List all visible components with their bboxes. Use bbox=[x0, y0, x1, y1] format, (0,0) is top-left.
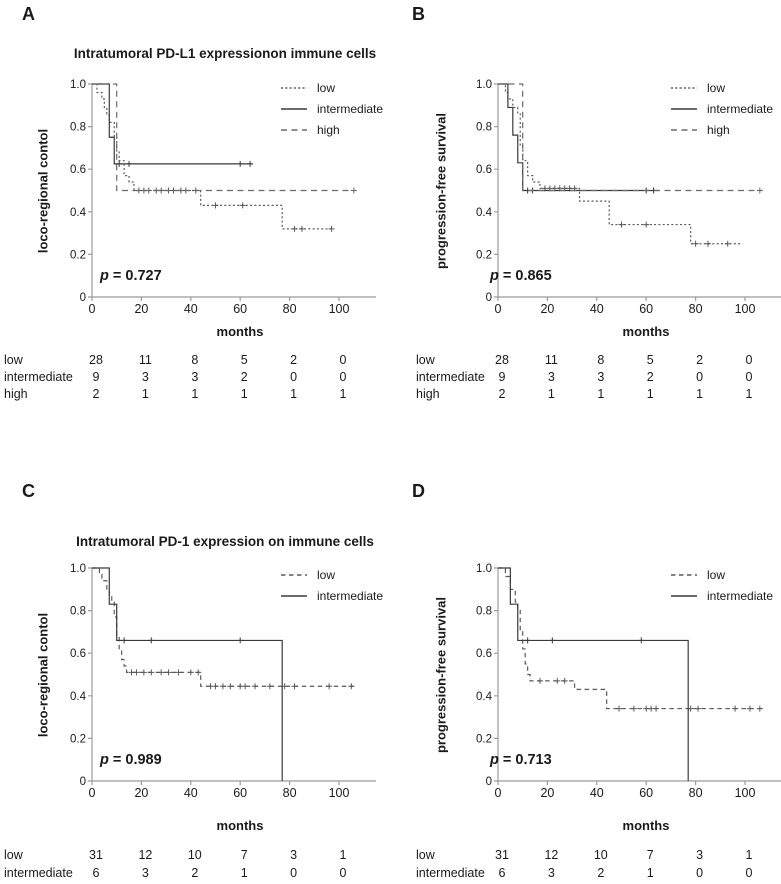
risk-count: 3 bbox=[141, 370, 149, 384]
legend bbox=[671, 77, 773, 140]
legend-line-icon bbox=[671, 83, 697, 93]
risk-count: 2 bbox=[191, 866, 199, 880]
y-tick-label: 0.8 bbox=[476, 121, 492, 134]
panel-a bbox=[0, 0, 391, 468]
risk-count: 9 bbox=[498, 370, 506, 384]
x-axis-label: months bbox=[216, 818, 264, 833]
legend-label: low bbox=[317, 567, 336, 582]
legend-item-low bbox=[671, 77, 773, 98]
x-tick-label: 60 bbox=[233, 786, 248, 800]
legend-label: intermediate bbox=[317, 101, 384, 116]
y-axis-label: loco-regional contol bbox=[35, 612, 51, 738]
risk-count: 0 bbox=[745, 370, 753, 384]
risk-count: 0 bbox=[290, 370, 298, 384]
panel-a-title: Intratumoral PD-L1 expressionon immune cells bbox=[73, 46, 377, 61]
y-tick-label: 1.0 bbox=[476, 79, 492, 91]
risk-count: 0 bbox=[290, 866, 298, 880]
y-tick-label: 0 bbox=[485, 776, 492, 788]
risk-count: 7 bbox=[240, 848, 248, 862]
legend-line-icon bbox=[281, 104, 307, 114]
risk-row-high bbox=[390, 386, 781, 403]
y-tick-label: 1.0 bbox=[476, 563, 492, 575]
y-tick-label: 0.4 bbox=[70, 690, 86, 703]
risk-count: 5 bbox=[240, 353, 248, 367]
risk-row-low bbox=[390, 352, 781, 369]
legend-line-icon bbox=[671, 104, 697, 114]
risk-count: 2 bbox=[696, 353, 704, 367]
censor-marks bbox=[542, 185, 731, 246]
x-tick-label: 80 bbox=[688, 786, 703, 800]
legend-label: intermediate bbox=[707, 588, 774, 603]
risk-count: 2 bbox=[646, 370, 654, 384]
censor-marks bbox=[757, 188, 763, 194]
x-tick-label: 0 bbox=[88, 786, 96, 800]
risk-count: 0 bbox=[745, 866, 753, 880]
panel-d bbox=[390, 468, 781, 884]
p-symbol: p bbox=[490, 752, 499, 768]
risk-count: 6 bbox=[498, 866, 506, 880]
risk-count: 31 bbox=[495, 848, 509, 862]
censor-marks bbox=[136, 188, 335, 232]
risk-count: 5 bbox=[646, 353, 654, 367]
risk-count: 0 bbox=[696, 370, 704, 384]
risk-count: 0 bbox=[745, 353, 753, 367]
x-tick-label: 60 bbox=[639, 302, 654, 316]
series-intermediate bbox=[498, 568, 688, 781]
risk-count: 1 bbox=[290, 387, 298, 401]
legend bbox=[671, 564, 773, 606]
y-tick-label: 0.6 bbox=[476, 648, 492, 661]
risk-row-label: high bbox=[416, 387, 440, 401]
x-axis-label: months bbox=[622, 324, 670, 339]
risk-count: 0 bbox=[339, 353, 347, 367]
risk-row-label: intermediate bbox=[4, 370, 73, 384]
risk-count: 11 bbox=[138, 353, 152, 367]
x-tick-label: 100 bbox=[734, 302, 756, 316]
y-axis-label: progression-free survival bbox=[433, 112, 449, 270]
legend-line-icon bbox=[671, 570, 697, 580]
risk-count: 1 bbox=[745, 848, 753, 862]
y-tick-label: 0.6 bbox=[70, 648, 86, 661]
risk-count: 2 bbox=[597, 866, 605, 880]
y-axis-label: progression-free survival bbox=[433, 596, 449, 754]
risk-count: 3 bbox=[141, 866, 149, 880]
risk-row-label: intermediate bbox=[4, 866, 73, 880]
risk-row-high bbox=[0, 386, 391, 403]
risk-count: 1 bbox=[240, 866, 248, 880]
risk-count: 3 bbox=[547, 866, 555, 880]
censor-marks bbox=[537, 678, 763, 712]
legend-label: high bbox=[317, 122, 340, 137]
x-tick-label: 60 bbox=[233, 302, 248, 316]
x-tick-label: 80 bbox=[688, 302, 703, 316]
risk-row-label: high bbox=[4, 387, 28, 401]
risk-table bbox=[0, 352, 391, 403]
legend-label: low bbox=[707, 567, 726, 582]
risk-row-label: intermediate bbox=[416, 866, 485, 880]
risk-count: 1 bbox=[696, 387, 704, 401]
legend-label: high bbox=[707, 122, 730, 137]
risk-count: 2 bbox=[498, 387, 506, 401]
y-tick-label: 0 bbox=[79, 292, 86, 304]
risk-count: 1 bbox=[547, 387, 555, 401]
risk-count: 1 bbox=[646, 866, 654, 880]
x-tick-label: 20 bbox=[134, 302, 149, 316]
risk-count: 0 bbox=[696, 866, 704, 880]
x-axis-label: months bbox=[622, 818, 670, 833]
risk-count: 1 bbox=[745, 387, 753, 401]
legend-item-high bbox=[281, 119, 383, 140]
panel-b bbox=[390, 0, 781, 468]
risk-count: 8 bbox=[191, 353, 199, 367]
risk-count: 8 bbox=[597, 353, 605, 367]
p-symbol: p bbox=[100, 268, 109, 284]
risk-count: 10 bbox=[593, 848, 608, 862]
x-tick-label: 20 bbox=[540, 786, 555, 800]
risk-row-intermediate bbox=[390, 369, 781, 386]
legend-line-icon bbox=[281, 83, 307, 93]
legend-label: intermediate bbox=[317, 588, 384, 603]
panel-letter-c: C bbox=[22, 481, 35, 501]
legend-item-intermediate bbox=[281, 98, 383, 119]
y-tick-label: 0.8 bbox=[476, 605, 492, 618]
risk-row-intermediate bbox=[390, 864, 781, 882]
panel-letter-d: D bbox=[412, 481, 425, 501]
risk-table bbox=[0, 846, 391, 882]
x-axis-label: months bbox=[216, 324, 264, 339]
risk-count: 1 bbox=[597, 387, 605, 401]
risk-table bbox=[390, 352, 781, 403]
risk-row-label: low bbox=[416, 353, 435, 367]
y-tick-label: 1.0 bbox=[70, 563, 86, 575]
p-value bbox=[100, 752, 162, 768]
y-tick-label: 0.4 bbox=[70, 206, 86, 219]
p-symbol: p bbox=[490, 268, 499, 284]
y-tick-label: 0.2 bbox=[70, 249, 86, 262]
p-symbol: p bbox=[100, 752, 109, 768]
legend-line-icon bbox=[671, 591, 697, 601]
legend-item-high bbox=[671, 119, 773, 140]
y-tick-label: 0.4 bbox=[476, 690, 492, 703]
legend-line-icon bbox=[281, 570, 307, 580]
risk-table bbox=[390, 846, 781, 882]
risk-count: 1 bbox=[191, 387, 199, 401]
legend-line-icon bbox=[281, 125, 307, 135]
risk-count: 28 bbox=[89, 353, 103, 367]
x-tick-label: 40 bbox=[183, 302, 198, 316]
legend-label: intermediate bbox=[707, 101, 774, 116]
risk-count: 12 bbox=[138, 848, 153, 862]
p-value-text: = 0.727 bbox=[108, 268, 162, 284]
x-tick-label: 0 bbox=[88, 302, 96, 316]
legend-line-icon bbox=[281, 591, 307, 601]
x-tick-label: 20 bbox=[134, 786, 149, 800]
risk-count: 6 bbox=[92, 866, 100, 880]
panel-letter-a: A bbox=[22, 4, 35, 24]
panel-c-title: Intratumoral PD-1 expression on immune cells bbox=[76, 534, 374, 549]
risk-row-intermediate bbox=[0, 864, 391, 882]
x-tick-label: 40 bbox=[589, 302, 604, 316]
x-tick-label: 40 bbox=[183, 786, 198, 800]
y-tick-label: 0 bbox=[485, 292, 492, 304]
legend-label: low bbox=[317, 80, 336, 95]
risk-count: 1 bbox=[141, 387, 149, 401]
x-tick-label: 100 bbox=[328, 786, 350, 800]
legend-item-low bbox=[671, 564, 773, 585]
risk-row-label: low bbox=[4, 848, 23, 862]
y-tick-label: 0.8 bbox=[70, 121, 86, 134]
risk-count: 12 bbox=[544, 848, 559, 862]
legend-item-low bbox=[281, 77, 383, 98]
x-tick-label: 80 bbox=[282, 302, 297, 316]
panel-letter-b: B bbox=[412, 4, 425, 24]
risk-count: 3 bbox=[597, 370, 605, 384]
x-tick-label: 80 bbox=[282, 786, 297, 800]
x-tick-label: 0 bbox=[494, 786, 502, 800]
risk-count: 1 bbox=[646, 387, 654, 401]
p-value bbox=[490, 268, 552, 284]
y-tick-label: 0 bbox=[79, 776, 86, 788]
p-value-text: = 0.713 bbox=[498, 752, 552, 768]
x-tick-label: 20 bbox=[540, 302, 555, 316]
p-value bbox=[100, 268, 162, 284]
risk-count: 0 bbox=[339, 866, 347, 880]
y-tick-label: 0.4 bbox=[476, 206, 492, 219]
risk-row-label: intermediate bbox=[416, 370, 485, 384]
legend bbox=[281, 564, 383, 606]
risk-count: 0 bbox=[339, 370, 347, 384]
legend-item-low bbox=[281, 564, 383, 585]
p-value-text: = 0.865 bbox=[498, 268, 552, 284]
legend-item-intermediate bbox=[671, 98, 773, 119]
legend-label: low bbox=[707, 80, 726, 95]
p-value bbox=[490, 752, 552, 768]
risk-count: 28 bbox=[495, 353, 509, 367]
risk-count: 2 bbox=[92, 387, 100, 401]
risk-count: 2 bbox=[240, 370, 248, 384]
y-tick-label: 0.2 bbox=[476, 733, 492, 746]
x-tick-label: 60 bbox=[639, 786, 654, 800]
risk-count: 1 bbox=[240, 387, 248, 401]
risk-row-low bbox=[0, 352, 391, 369]
p-value-text: = 0.989 bbox=[108, 752, 162, 768]
risk-row-low bbox=[0, 846, 391, 864]
risk-count: 1 bbox=[339, 848, 347, 862]
y-tick-label: 0.6 bbox=[476, 164, 492, 177]
legend-item-intermediate bbox=[281, 585, 383, 606]
risk-count: 10 bbox=[187, 848, 202, 862]
series-intermediate bbox=[92, 568, 282, 781]
legend-line-icon bbox=[671, 125, 697, 135]
risk-row-label: low bbox=[4, 353, 23, 367]
risk-count: 3 bbox=[547, 370, 555, 384]
legend bbox=[281, 77, 383, 140]
risk-count: 2 bbox=[290, 353, 298, 367]
x-tick-label: 100 bbox=[734, 786, 756, 800]
x-tick-label: 100 bbox=[328, 302, 350, 316]
y-tick-label: 0.2 bbox=[70, 733, 86, 746]
risk-count: 3 bbox=[290, 848, 298, 862]
panel-c bbox=[0, 468, 391, 884]
risk-count: 11 bbox=[544, 353, 558, 367]
x-tick-label: 40 bbox=[589, 786, 604, 800]
x-tick-label: 0 bbox=[494, 302, 502, 316]
y-tick-label: 1.0 bbox=[70, 79, 86, 91]
legend-item-intermediate bbox=[671, 585, 773, 606]
y-tick-label: 0.6 bbox=[70, 164, 86, 177]
risk-count: 1 bbox=[339, 387, 347, 401]
risk-count: 3 bbox=[191, 370, 199, 384]
risk-count: 3 bbox=[696, 848, 704, 862]
censor-marks bbox=[351, 188, 357, 194]
risk-row-label: low bbox=[416, 848, 435, 862]
risk-count: 9 bbox=[92, 370, 100, 384]
risk-row-low bbox=[390, 846, 781, 864]
series-intermediate bbox=[498, 84, 659, 194]
y-tick-label: 0.2 bbox=[476, 249, 492, 262]
risk-count: 7 bbox=[646, 848, 654, 862]
y-axis-label: loco-regional contol bbox=[35, 128, 51, 254]
risk-count: 31 bbox=[89, 848, 103, 862]
y-tick-label: 0.8 bbox=[70, 605, 86, 618]
risk-row-intermediate bbox=[0, 369, 391, 386]
